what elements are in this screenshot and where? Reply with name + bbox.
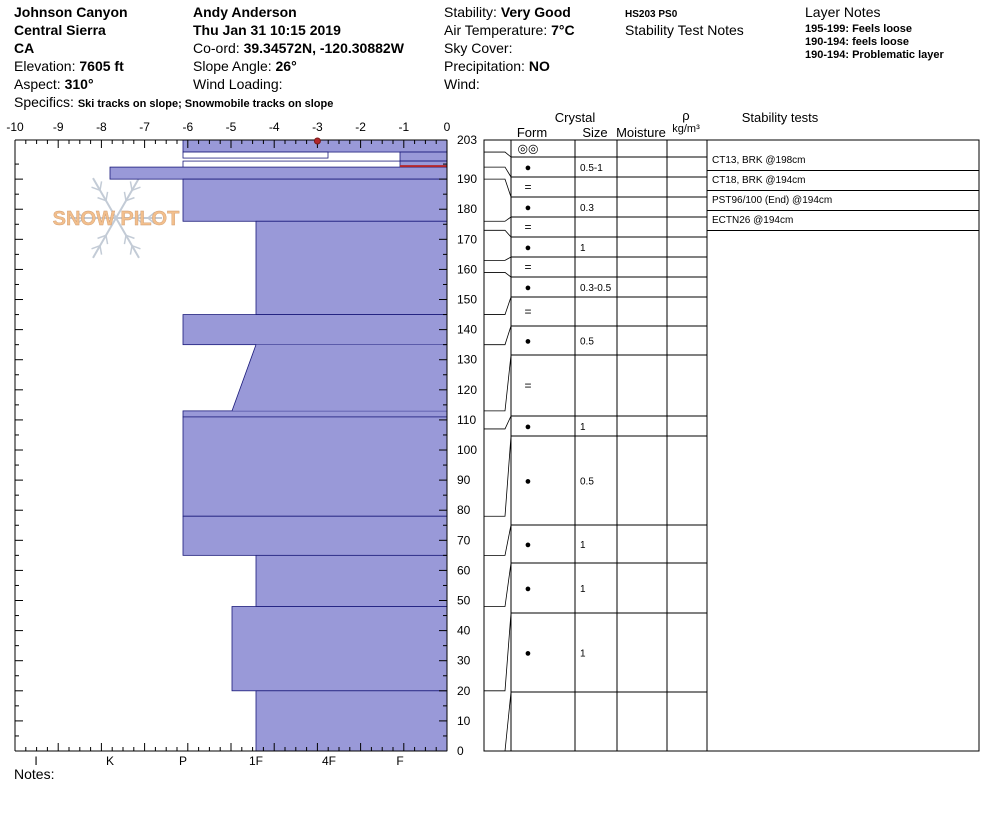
hardness-layer [183,516,447,555]
hardness-tick-label: I [34,754,38,768]
layer-connector [484,217,511,221]
layer-connector [484,230,511,237]
depth-tick-label: 60 [457,563,471,578]
depth-tick-label: 10 [457,713,471,728]
crystal-size: 0.3-0.5 [580,283,612,294]
layer-connector [484,272,511,277]
crystal-size: 1 [580,422,586,433]
crystal-size: 0.5 [580,476,594,488]
temp-tick-label: -2 [355,120,366,134]
density-symbol: ρ [682,108,690,123]
hardness-layer [256,221,447,314]
layer-connector [484,613,511,691]
layer-notes-title: Layer Notes [805,4,881,20]
crystal-form: = [524,180,532,194]
slope-angle: Slope Angle: 26° [193,58,297,74]
sky-cover: Sky Cover: [444,40,513,56]
crystal-size: 1 [580,584,586,595]
air-temperature: Air Temperature: 7°C [444,22,575,38]
depth-tick-label: 20 [457,683,471,698]
hs-code: HS203 PS0 [625,9,678,20]
hardness-layer [232,607,447,691]
precipitation: Precipitation: NO [444,58,550,74]
logo-flake-branch [130,246,132,255]
temp-tick-label: -8 [96,120,107,134]
hardness-tick-label: F [396,754,404,768]
depth-tick-label: 50 [457,593,471,608]
hardness-tick-label: P [178,754,188,768]
temp-tick-label: -4 [268,120,280,134]
elevation: Elevation: 7605 ft [14,58,124,74]
crystal-size: 0.5-1 [580,163,603,174]
wind: Wind: [444,76,480,92]
crystal-size: 0.3 [580,203,594,214]
logo-flake-branch [106,235,108,244]
depth-tick-label: 160 [457,262,478,277]
layer-connector [484,692,511,751]
depth-tick-label: 0 [457,744,464,758]
crystal-form: ● [524,539,532,551]
depth-tick-label: 90 [457,473,471,488]
form-header: Form [516,125,548,140]
hardness-layer [183,417,447,516]
logo-flake-branch [106,192,108,201]
layer-connector [484,152,511,157]
temp-tick-label: -7 [139,120,150,134]
stability-test-row: CT18, BRK @194cm [707,171,979,191]
layer-connector [484,563,511,607]
stability-tests-header: Stability tests [741,110,819,125]
layer-connector [484,326,511,345]
layer-connector [484,167,511,177]
temp-tick-label: -10 [6,120,24,134]
crystal-form: ● [524,335,532,348]
layer-connector [484,179,511,197]
range-name: Central Sierra [14,22,106,38]
depth-tick-label: 80 [457,503,471,518]
depth-tick-label: 203 [457,133,478,147]
depth-tick-label: 40 [457,623,471,638]
depth-tick-label: 70 [457,533,471,548]
moisture-header: Moisture [616,125,666,140]
hardness-layer [183,179,447,221]
logo-text: SNOW PILOT [52,208,180,230]
depth-tick-label: 30 [457,653,471,668]
temperature-point [314,138,320,144]
table-frame [484,140,979,751]
hardness-tick-label: K [105,754,115,768]
temp-tick-label: 0 [443,120,451,134]
hardness-tick-label: 4F [321,754,337,768]
crystal-size: 0.5 [580,336,594,348]
aspect: Aspect: 310° [14,76,94,92]
depth-tick-label: 180 [457,202,478,217]
stability-test-notes-title: Stability Test Notes [625,22,744,38]
depth-tick-label: 140 [457,322,478,337]
coordinates: Co-ord: 39.34572N, -120.30882W [193,40,404,56]
crystal-form: = [524,304,532,319]
hardness-layer [400,152,447,161]
logo-flake-branch [130,181,132,190]
crystal-form: ● [524,475,532,488]
hardness-tick-label: 1F [248,754,264,768]
crystal-form: ● [524,202,532,214]
temp-tick-label: -3 [312,120,323,134]
layer-connector [484,416,511,429]
crystal-form: ◎◎ [517,141,539,156]
layer-note: 190-194: feels loose [805,36,909,48]
hardness-gap [183,152,328,158]
crystal-size: 1 [580,540,586,551]
crystal-form: ● [524,162,532,174]
logo-flake-branch [100,246,102,255]
temp-tick-label: -1 [398,120,410,134]
depth-tick-label: 170 [457,232,478,247]
depth-tick-label: 100 [457,443,478,458]
hardness-layer-taper [232,345,447,411]
stability-test-row: PST96/100 (End) @194cm [707,191,979,211]
crystal-header: Crystal [554,110,596,125]
depth-tick-label: 150 [457,292,478,307]
depth-tick-label: 190 [457,172,478,187]
depth-tick-label: 120 [457,382,478,397]
layer-connector [484,436,511,516]
observer-name: Andy Anderson [193,4,297,20]
location-name: Johnson Canyon [14,4,128,20]
temp-tick-label: -6 [182,120,194,134]
snowpilot-logo [53,178,180,258]
layer-connector [484,297,511,315]
hardness-layer [183,411,447,417]
state-name: CA [14,40,35,56]
layer-note: 195-199: Feels loose [805,23,913,35]
density-unit: kg/m³ [672,123,700,135]
crystal-form: = [524,220,532,234]
crystal-form: ● [524,282,532,294]
size-header: Size [582,125,608,140]
crystal-size: 1 [580,648,586,660]
hardness-layer [256,691,447,751]
hardness-layer [256,555,447,606]
temp-tick-label: -5 [225,120,237,134]
layer-connector [484,257,511,260]
layer-note: 190-194: Problematic layer [805,49,944,61]
layer-connector [484,525,511,555]
hardness-layer [183,315,447,345]
crystal-form: = [524,260,532,274]
specifics: Specifics: Ski tracks on slope; Snowmobile tracks on slope [14,94,334,110]
depth-tick-label: 130 [457,352,478,367]
depth-tick-label: 110 [457,412,477,427]
hardness-layer [110,167,447,179]
crystal-form: = [524,378,532,393]
stability-test-row: ECTN26 @194cm [707,211,979,231]
crystal-form: ● [524,647,532,660]
stability: Stability: Very Good [444,4,571,20]
logo-flake-branch [100,181,102,190]
logo-flake-branch [124,235,126,244]
logo-flake-branch [124,192,126,201]
crystal-form: ● [524,583,532,595]
layer-connector [484,355,511,411]
wind-loading: Wind Loading: [193,76,283,92]
observation-datetime: Thu Jan 31 10:15 2019 [193,22,341,38]
crystal-form: ● [524,242,532,254]
notes-label: Notes: [14,766,55,782]
temp-tick-label: -9 [52,120,64,134]
crystal-size: 1 [580,243,586,254]
stability-test-row: CT13, BRK @198cm [707,151,979,171]
crystal-form: ● [524,421,532,433]
